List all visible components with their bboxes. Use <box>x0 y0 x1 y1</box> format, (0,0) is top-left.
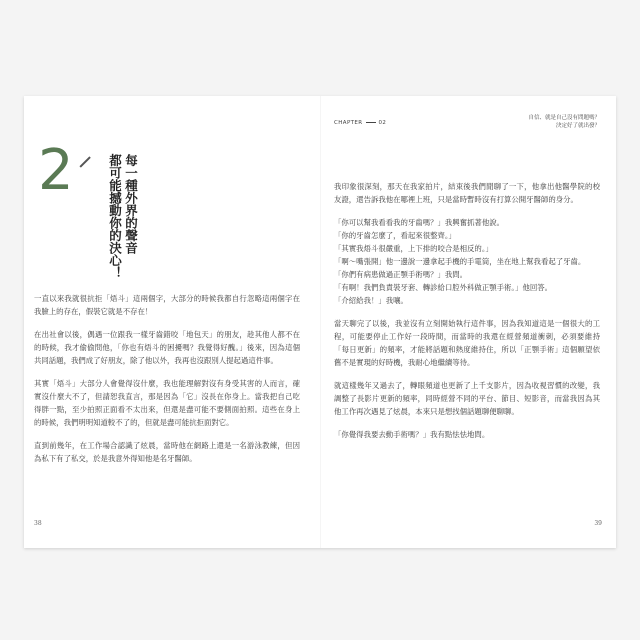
paragraph: 就這樣幾年又過去了，轉眼頻道也更新了上千支影片，因為收視習慣的改變，我調整了長影片更新的頻率，同時經營不同的平台、節目、短影音，而當我因為其他工作再次遇見了炫晨，本來只是想找個話題聊便聊聊。 <box>334 381 600 416</box>
chapter-title-line-1: 每一種外界的聲音 <box>123 154 139 254</box>
paragraph: 「你可以幫我看看我的牙齒嗎？」我興奮抓著他說。 <box>334 218 504 227</box>
paragraph: 「啊～嘴張開」他一邊說一邊拿起手機的手電筒，坐在地上幫我看起了牙齒。 <box>334 257 586 266</box>
paragraph: 我印象很深刻，那天在我家拍片，結束後我們閒聊了一下，他拿出他醫學院的校友證，還告訴我他在哪裡上班，只是當時暫時沒有打算公開牙醫師的身分。 <box>334 182 600 204</box>
running-head-chapter: CHAPTER <box>334 120 363 126</box>
chapter-slash-decoration <box>79 156 90 167</box>
paragraph: 一直以來我就很抗拒「焐斗」這兩個字，大部分的時候我都自行忽略這兩個字在我臉上的存在，假裝它就是不存在！ <box>34 294 300 316</box>
left-body-text <box>34 292 300 475</box>
paragraph: 「你們有病患做過正顎手術嗎？」我問。 <box>334 270 468 279</box>
page-number: 38 <box>34 520 42 527</box>
paragraph: 當天聊完了以後，我並沒有立刻開始執行這件事，因為我知道這是一個很大的工程，可能要停止工作好一段時間，而當時的我還在經營頻道衝刺，必須要維持「每日更新」的頻率，才能將話題和熱度維持住，所以「正顎手術」這個願望依舊不是實現的好時機，我耐心地繼續等待。 <box>334 319 600 367</box>
book-spread <box>24 96 616 548</box>
right-body-text <box>334 180 600 451</box>
page-number: 39 <box>594 520 602 527</box>
paragraph: 其實「焐斗」大部分人會覺得沒什麼，我也能理解對沒有身受其害的人而言，確實沒什麼大不了，但請恕我直言，那是因為「它」沒長在你身上。當我把自己吃得胖一點，至少拍照正面看不太出來，但還是盡可能不要側面拍照。這些在身上的時候，我們明明知道較不了的，但就是盡可能抗拒面對它。 <box>34 379 300 427</box>
right-page <box>320 96 616 548</box>
running-head-number: 02 <box>378 120 387 126</box>
paragraph: 直到前幾年，在工作場合認識了炫晨，當時他在網路上還是一名游泳教練，但因為私下有了私交，於是我意外得知他是名牙醫師。 <box>34 441 300 463</box>
paragraph: 「其實我焐斗很嚴重，上下排的咬合是相反的。」 <box>334 244 493 253</box>
running-question <box>528 114 600 130</box>
paragraph: 在出社會以後，偶遇一位跟我一樣牙齒錯咬「地包天」的朋友，趁其他人都不在的時候，我才偷偷問他，「你也有焐斗的困擾嗎？我覺得好醜。」後來，因為這個共同話題，我們成了好朋友，除了他以外，我再也沒跟別人提起過這件事。 <box>34 330 300 365</box>
paragraph: 「有啊！我們負責裝牙套、轉診給口腔外科做正顎手術。」他回答。 <box>334 283 553 292</box>
paragraph: 「你的牙齒怎麼了，看起來很整齊。」 <box>334 231 456 240</box>
running-question-line: 決定好了就出發？ <box>555 123 600 129</box>
chapter-title-line-2: 都可能撼動你的決心！ <box>107 154 123 279</box>
chapter-number: 2 <box>38 138 74 203</box>
running-head <box>334 120 386 126</box>
running-head-rule <box>366 122 376 123</box>
paragraph: 「你覺得我要去動手術嗎？」我有點怯怯地問。 <box>334 430 490 439</box>
paragraph: 「介紹給我！」我嚷。 <box>334 296 408 305</box>
running-question-line: 自信、就是自己沒有問題嗎？ <box>528 115 600 121</box>
left-page <box>24 96 320 548</box>
